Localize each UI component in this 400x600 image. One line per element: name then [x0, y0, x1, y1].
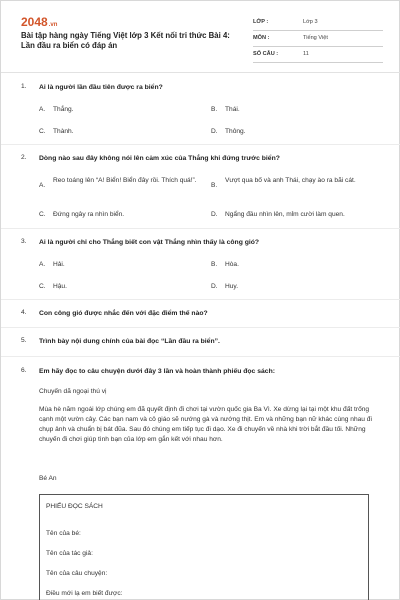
meta-label: MÔN :: [253, 35, 270, 41]
option-text: Reo toáng lên “A! Biển! Biển đây rồi. Thích quá!”.: [53, 177, 197, 184]
worksheet-title: Bài tập hàng ngày Tiếng Việt lớp 3 Kết nối tri thức Bài 4: Lần đầu ra biển có đáp án: [21, 31, 230, 50]
meta-row-grade: [253, 15, 383, 31]
option-letter: A.: [39, 106, 46, 113]
question-number: 2.: [21, 154, 27, 161]
meta-label: LỚP :: [253, 19, 269, 25]
story-author: Bé An: [39, 475, 57, 482]
question-number: 1.: [21, 83, 27, 90]
question-text: Ai là người lần đầu tiên được ra biển?: [39, 84, 163, 91]
option-letter: B.: [211, 182, 218, 189]
form-field-child-name: Tên của bé:: [46, 530, 81, 537]
question-text: Con công gió được nhắc đến với đặc điểm thế nào?: [39, 310, 208, 317]
meta-label: SỐ CÂU :: [253, 51, 279, 57]
option-text: Ngẩng đầu nhìn lên, mỉm cười làm quen.: [225, 211, 345, 218]
logo-text: 2048: [21, 15, 48, 29]
question-divider: [1, 327, 400, 328]
meta-value: Tiếng Việt: [303, 35, 328, 41]
option-letter: C.: [39, 211, 46, 218]
meta-row-subject: [253, 31, 383, 47]
question-divider: [1, 144, 400, 145]
option-text: Thắng.: [53, 106, 74, 113]
option-text: Thái.: [225, 106, 240, 113]
question-number: 6.: [21, 367, 27, 374]
question-text: Em hãy đọc to câu chuyện dưới đây 3 lần và hoàn thành phiếu đọc sách:: [39, 368, 275, 375]
option-letter: A.: [39, 261, 46, 268]
form-field-author: Tên của tác giả:: [46, 550, 93, 557]
header-divider: [1, 72, 400, 73]
option-letter: D.: [211, 128, 218, 135]
meta-table: [253, 15, 383, 63]
reading-form: [39, 494, 369, 600]
option-text: Đứng ngây ra nhìn biển.: [53, 211, 125, 218]
option-letter: C.: [39, 128, 46, 135]
option-letter: C.: [39, 283, 46, 290]
worksheet-header: [21, 15, 383, 63]
question-number: 3.: [21, 238, 27, 245]
question-text: Ai là người chỉ cho Thắng biết con vật Thắng nhìn thấy là công gió?: [39, 239, 260, 246]
option-letter: A.: [39, 182, 46, 189]
meta-value: Lớp 3: [303, 19, 318, 25]
question-divider: [1, 299, 400, 300]
option-text: Hải.: [53, 261, 65, 268]
form-field-new-thing: Điều mới lạ em biết được:: [46, 590, 123, 597]
option-letter: D.: [211, 211, 218, 218]
question-text: Dòng nào sau đây không nói lên cảm xúc của Thắng khi đứng trước biển?: [39, 155, 280, 162]
option-text: Vượt qua bố và anh Thái, chạy ào ra bãi cát.: [225, 177, 356, 184]
option-letter: B.: [211, 261, 218, 268]
question-divider: [1, 228, 400, 229]
option-text: Hòa.: [225, 261, 239, 268]
logo-suffix: .vn: [48, 22, 58, 28]
story-body: Mùa hè năm ngoái lớp chúng em đã quyết định đi chơi tại vườn quốc gia Ba Vì. Xe dừng lại tại một khu đất trống cạnh một vườn cây. Các bạn nam và cô giáo sẽ nướng gà và nướng thịt. Em và những bạn nữ khác cùng nhau đi chụp ảnh và chuẩn bị bát đũa. Sau đó chúng em tiếp tục đi dạo. Xe đi chuyến về nhà khi trời bắt đầu tối. Những chuyến đi chơi giúp tình bạn của lớp em gắn kết với nhau hơn.: [39, 406, 372, 443]
option-letter: D.: [211, 283, 218, 290]
option-a[interactable]: [39, 176, 209, 196]
option-b[interactable]: [211, 176, 381, 196]
meta-value: 11: [303, 51, 309, 57]
meta-row-count: [253, 47, 383, 63]
story-title: Chuyến dã ngoại thú vị: [39, 388, 107, 395]
option-letter: B.: [211, 106, 218, 113]
option-text: Thông.: [225, 128, 246, 135]
question-number: 4.: [21, 309, 27, 316]
question-number: 5.: [21, 337, 27, 344]
option-text: Huy.: [225, 283, 239, 290]
form-heading: PHIẾU ĐỌC SÁCH: [46, 503, 103, 510]
option-text: Hậu.: [53, 283, 67, 290]
site-logo[interactable]: [21, 15, 57, 29]
question-divider: [1, 356, 400, 357]
question-text: Trình bày nội dung chính của bài đọc “Lần đầu ra biển”.: [39, 338, 220, 345]
option-text: Thành.: [53, 128, 74, 135]
form-field-story: Tên của câu chuyện:: [46, 570, 108, 577]
